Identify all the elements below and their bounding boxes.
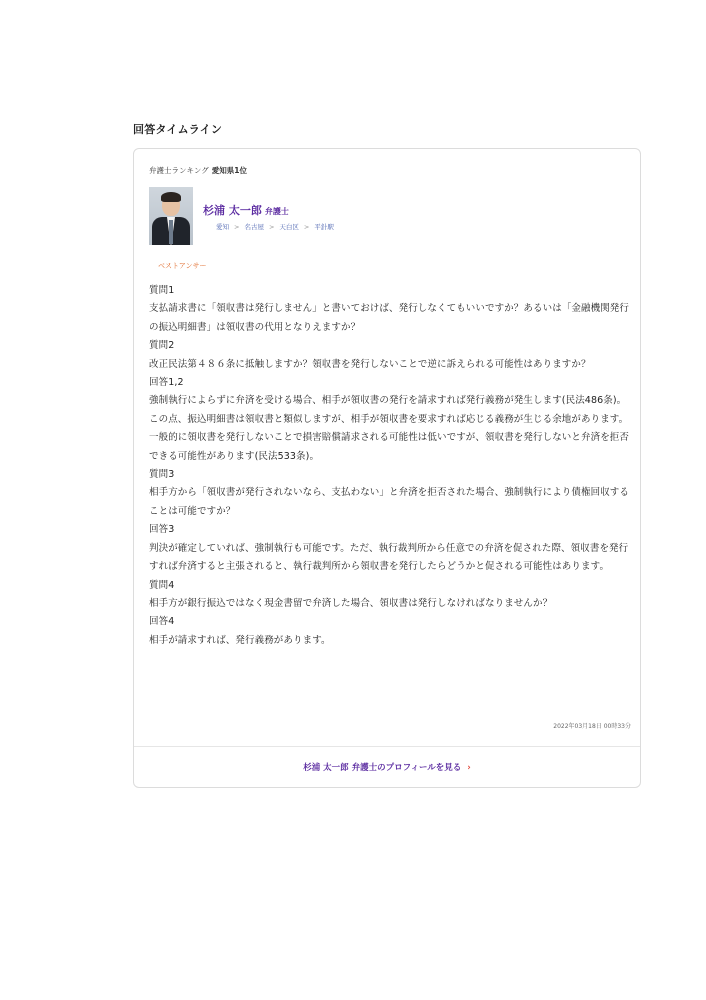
location-ward[interactable]: 天白区 (279, 223, 299, 231)
lawyer-name-link[interactable] (203, 202, 289, 218)
ranking-info (149, 165, 247, 176)
answer-timestamp: 2022年03月18日 00時33分 (553, 723, 631, 730)
chevron-right-icon: › (467, 763, 471, 773)
location-station[interactable]: 平針駅 (314, 223, 334, 231)
location-prefecture[interactable]: 愛知 (216, 223, 229, 231)
answer-body (149, 282, 631, 650)
best-answer-badge: ベストアンサー (158, 262, 207, 270)
answer-paragraph: 質問4 (149, 579, 175, 591)
answer-paragraph: 相手が請求すれば、発行義務があります。 (149, 634, 331, 646)
chevron-right-icon: > (303, 223, 310, 231)
view-profile-label: 杉浦 太一郎 弁護士のプロフィールを見る (303, 763, 462, 773)
lawyer-name: 杉浦 太一郎 (203, 204, 262, 217)
ranking-label: 弁護士ランキング (149, 166, 209, 175)
divider (134, 746, 640, 747)
answer-paragraph: 判決が確定していれば、強制執行も可能です。ただ、執行裁判所から任意での弁済を促された際、領収書を発行すれば弁済すると主張されると、執行裁判所から領収書を発行したらどうかと促される可能性はあります。 (149, 542, 629, 573)
answer-paragraph: 質問1 (149, 285, 175, 296)
answer-paragraph: 回答1,2 (149, 377, 184, 389)
lawyer-avatar[interactable] (149, 187, 193, 245)
answer-card (133, 148, 641, 788)
location-breadcrumb (216, 222, 334, 231)
chevron-right-icon: > (234, 223, 240, 231)
answer-paragraph: 相手方から「領収書が発行されないなら、支払わない」と弁済を拒否された場合、強制執行により債権回収することは可能ですか？ (149, 487, 630, 517)
answer-paragraph: 質問3 (149, 469, 175, 481)
ranking-value: 愛知県1位 (211, 166, 247, 175)
view-profile-link[interactable] (134, 761, 640, 773)
location-city[interactable]: 名古屋 (244, 223, 264, 231)
answer-paragraph: 改正民法第４８６条に抵触しますか？領収書を発行しないことで逆に訴えられる可能性はありますか？ (149, 358, 591, 370)
answer-paragraph: 強制執行によらずに弁済を受ける場合、相手が領収書の発行を請求すれば発行義務が発生します(民法486条)。この点、振込明細書は領収書と類似しますが、相手が領収書を要求すれば応じる義務が生じる余地があります。 (149, 395, 629, 425)
answer-paragraph: 支払請求書に「領収書は発行しません」と書いておけば、発行しなくてもいいですか？あるいは「金融機関発行の振込明細書」は領収書の代用となりえますか？ (149, 303, 630, 333)
answer-paragraph: 回答4 (149, 616, 175, 628)
lawyer-title: 弁護士 (264, 207, 289, 216)
answer-paragraph: 相手方が銀行振込ではなく現金書留で弁済した場合、領収書は発行しなければなりませんか？ (149, 597, 553, 609)
section-title: 回答タイムライン (133, 123, 223, 136)
answer-paragraph: 質問2 (149, 340, 175, 352)
answer-paragraph: 一般的に領収書を発行しないことで損害賠償請求される可能性は低いですが、領収書を発行しないと弁済を拒否できる可能性があります(民法533条)。 (149, 432, 630, 462)
answer-paragraph: 回答3 (149, 524, 175, 536)
chevron-right-icon: > (268, 223, 275, 231)
